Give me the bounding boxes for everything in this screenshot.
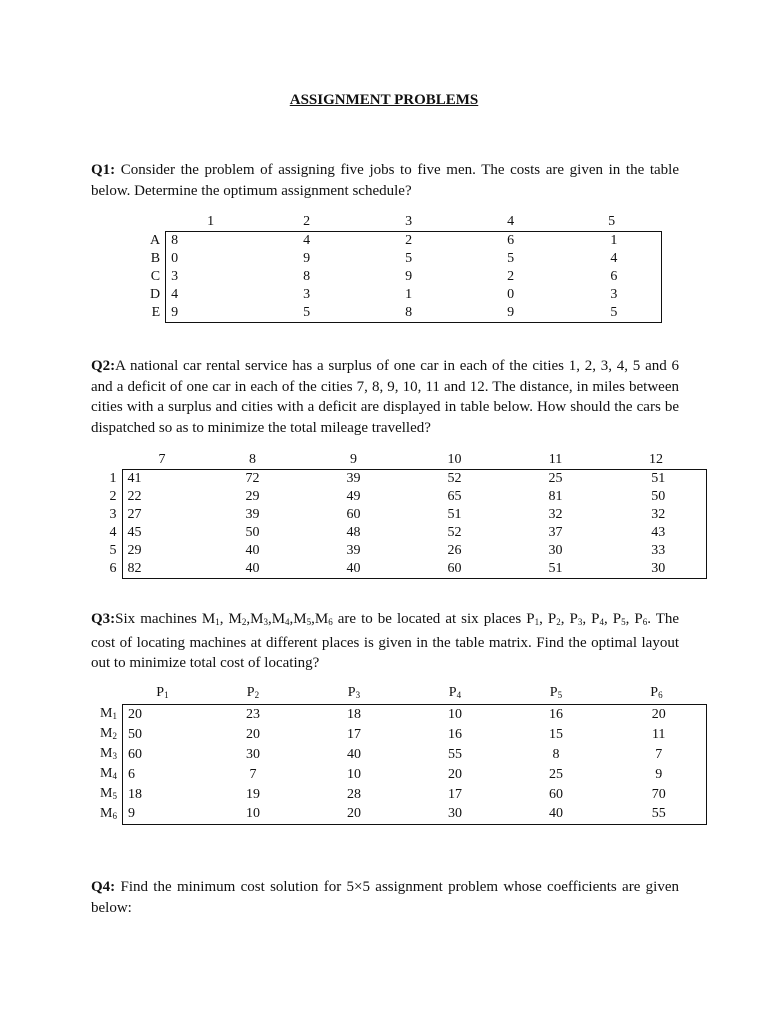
- table-cell: 15: [548, 726, 563, 742]
- row-label: 2: [109, 489, 117, 504]
- table-cell: 10: [404, 705, 505, 725]
- table-cell: 49: [346, 489, 361, 504]
- table-cell: 22: [122, 488, 202, 506]
- place-subscript: 4: [599, 617, 604, 627]
- corner-cell: [100, 684, 122, 705]
- table-cell: 72: [202, 470, 303, 489]
- table-cell: 40: [245, 543, 260, 558]
- page-title: ASSIGNMENT PROBLEMS: [289, 92, 479, 108]
- table-cell: 60: [346, 507, 361, 522]
- table-cell: 5: [507, 251, 515, 266]
- table-cell: 3: [166, 268, 256, 286]
- row-label: B: [150, 251, 161, 266]
- table-cell: 9: [122, 805, 202, 825]
- table-cell: 9: [405, 269, 413, 284]
- label-subscript: 2: [254, 690, 260, 700]
- table-cell: 20: [606, 705, 706, 725]
- table-cell: 30: [606, 560, 706, 579]
- table-row: [100, 745, 706, 765]
- table-cell: 40: [505, 805, 606, 825]
- table-cell: 45: [122, 524, 202, 542]
- table-row: [100, 705, 706, 725]
- table-cell: 4: [562, 250, 662, 268]
- table-cell: 2: [358, 232, 460, 251]
- row-label: [100, 745, 122, 765]
- row-label: 1: [109, 470, 117, 486]
- column-header: [404, 684, 505, 705]
- table-cell: 20: [447, 766, 462, 782]
- q4-paragraph: [91, 877, 679, 918]
- place-subscript: 1: [534, 617, 540, 627]
- table-cell: 8: [166, 232, 256, 251]
- header-row: [150, 213, 662, 232]
- place-subscript: 6: [642, 617, 648, 627]
- table-cell: 39: [346, 543, 361, 558]
- q1-paragraph: [91, 160, 679, 201]
- column-header: 11: [548, 452, 563, 467]
- q2-text: A national car rental service has a surplus of one car in each of the cities 1, 2, 3, 4, 5 and 6 and a deficit of one car in each of the cities 7, 8, 9, 10, 11 and 12. The distance, in miles between cities with a surplus and cities with a deficit are displayed in table below. How should the cars be dispatched so as to minimize the total mileage travelled?: [91, 358, 679, 436]
- table-cell: 7: [606, 745, 706, 765]
- table-cell: 30: [245, 746, 260, 762]
- label-subscript: 2: [112, 730, 117, 741]
- table-cell: 17: [346, 726, 361, 742]
- q3-place-list: $_1$, $P_2$, $P_3$, $P_4$, $P_5$, $P_6$: [534, 611, 648, 627]
- column-header: [122, 684, 202, 705]
- table-cell: 50: [245, 525, 260, 540]
- column-header: 7: [158, 452, 166, 467]
- table-cell: 29: [245, 489, 260, 504]
- q3-label: Q3:: [91, 611, 116, 627]
- table-cell: 43: [606, 524, 706, 542]
- table-cell: 4: [256, 232, 358, 251]
- label-subscript: 4: [112, 770, 117, 781]
- label-prefix: P: [156, 685, 165, 700]
- q3-paragraph: [91, 609, 679, 674]
- place-subscript: 3: [577, 617, 583, 627]
- table-cell: 4: [166, 286, 256, 304]
- table-cell: 30: [404, 805, 505, 825]
- table-cell: 40: [303, 560, 404, 579]
- table-cell: 40: [346, 746, 361, 762]
- machine-subscript: 1: [215, 617, 220, 627]
- table-cell: 55: [447, 746, 462, 762]
- table-row: [100, 524, 706, 542]
- table-cell: 50: [122, 725, 202, 745]
- q4-text: Find the minimum cost solution for 5×5 assignment problem whose coefficients are given below:: [91, 879, 679, 916]
- row-label: 6: [109, 561, 117, 577]
- table-row: [150, 304, 662, 323]
- label-prefix: P: [549, 685, 558, 700]
- table-cell: 16: [447, 726, 462, 742]
- table-cell: 20: [122, 705, 202, 725]
- row-label: [100, 805, 122, 825]
- table-cell: 52: [404, 470, 505, 489]
- column-header: 3: [405, 214, 413, 229]
- table-cell: 8: [303, 269, 311, 284]
- table-cell: 10: [346, 766, 361, 782]
- table-cell: 55: [606, 805, 706, 825]
- table-row: [100, 542, 706, 560]
- label-subscript: 5: [112, 790, 117, 801]
- machine-subscript: 4: [285, 617, 290, 627]
- label-prefix: M: [100, 805, 113, 821]
- table-row: [100, 765, 706, 785]
- table-cell: 48: [346, 525, 361, 540]
- label-subscript: 4: [456, 690, 462, 700]
- row-label: A: [150, 232, 161, 248]
- table-cell: 17: [447, 786, 462, 802]
- label-prefix: M: [100, 765, 113, 781]
- table-cell: 9: [166, 304, 256, 323]
- column-header: [606, 684, 706, 705]
- place-subscript: 5: [621, 617, 626, 627]
- table-cell: 37: [548, 525, 563, 540]
- table-cell: 65: [447, 489, 462, 504]
- table-cell: 1: [562, 232, 662, 251]
- table-cell: 6: [562, 268, 662, 286]
- table-cell: 25: [548, 766, 563, 782]
- table-cell: 52: [447, 525, 462, 540]
- row-label: [100, 785, 122, 805]
- header-row: [100, 684, 706, 705]
- column-header: [505, 684, 606, 705]
- label-subscript: 1: [112, 710, 117, 721]
- label-subscript: 3: [112, 750, 117, 761]
- q3-line1-b: are to be located at six places P: [332, 611, 535, 627]
- table-cell: 5: [562, 304, 662, 323]
- table-cell: 25: [505, 470, 606, 489]
- column-header: 2: [303, 214, 311, 229]
- label-prefix: M: [100, 745, 113, 761]
- row-label: [100, 725, 122, 745]
- table-cell: 40: [202, 560, 303, 579]
- table-cell: 81: [548, 489, 563, 504]
- header-row: [100, 451, 706, 470]
- table-cell: 41: [122, 470, 202, 489]
- row-label: E: [151, 305, 161, 321]
- table-cell: 60: [404, 560, 505, 579]
- column-header: 1: [207, 214, 215, 229]
- q3-location-cost-table: [100, 684, 707, 825]
- label-prefix: P: [246, 685, 255, 700]
- table-cell: 19: [245, 786, 260, 802]
- label-subscript: 6: [658, 690, 663, 700]
- q2-distance-table: [100, 451, 707, 579]
- table-cell: 20: [303, 805, 404, 825]
- machine-subscript: 3: [263, 617, 268, 627]
- table-cell: 32: [548, 507, 563, 522]
- table-row: [150, 268, 662, 286]
- q4-label: Q4:: [91, 879, 116, 895]
- q1-text: Consider the problem of assigning five jobs to five men. The costs are given in the table below. Determine the optimum assignment schedule?: [91, 162, 679, 199]
- table-cell: 27: [122, 506, 202, 524]
- table-cell: 6: [122, 765, 202, 785]
- q2-label: Q2:: [91, 358, 116, 374]
- table-cell: 33: [606, 542, 706, 560]
- table-cell: 50: [606, 488, 706, 506]
- table-cell: 9: [606, 765, 706, 785]
- table-cell: 7: [249, 766, 257, 782]
- table-cell: 10: [202, 805, 303, 825]
- table-row: [100, 488, 706, 506]
- column-header: 8: [249, 452, 256, 467]
- column-header: [303, 684, 404, 705]
- table-row: [150, 232, 662, 251]
- q3-line1-c: . The: [647, 611, 680, 627]
- q3-line2: cost of locating machines at different places is given in the table matrix. Find the optimal layout out to minimize total cost of locating?: [91, 634, 679, 671]
- table-cell: 60: [548, 786, 563, 802]
- row-label: 4: [109, 525, 117, 540]
- table-row: [100, 470, 706, 489]
- row-label: C: [150, 269, 161, 284]
- table-cell: 23: [202, 705, 303, 725]
- table-row: [100, 560, 706, 579]
- column-header: 5: [608, 214, 616, 229]
- table-cell: 8: [552, 746, 560, 762]
- table-cell: 51: [447, 507, 462, 522]
- label-subscript: 3: [355, 690, 361, 700]
- table-cell: 39: [245, 507, 260, 522]
- table-row: [100, 785, 706, 805]
- table-cell: 39: [303, 470, 404, 489]
- label-prefix: M: [100, 725, 113, 741]
- table-cell: 29: [122, 542, 202, 560]
- table-row: [150, 250, 662, 268]
- table-cell: 2: [507, 269, 515, 284]
- table-cell: 32: [606, 506, 706, 524]
- table-row: [100, 725, 706, 745]
- table-cell: 16: [505, 705, 606, 725]
- row-label: [100, 705, 122, 725]
- corner-cell: [150, 213, 166, 232]
- table-cell: 0: [507, 287, 515, 302]
- table-cell: 30: [548, 543, 563, 558]
- table-cell: 9: [460, 304, 562, 323]
- table-cell: 6: [460, 232, 562, 251]
- q3-line1-a: Six machines M: [115, 611, 216, 627]
- place-subscript: 2: [556, 617, 561, 627]
- table-cell: 70: [606, 785, 706, 805]
- table-cell: 11: [606, 725, 706, 745]
- machine-subscript: 5: [306, 617, 312, 627]
- column-header: 10: [447, 452, 462, 467]
- table-cell: 51: [606, 470, 706, 489]
- label-subscript: 6: [112, 810, 117, 821]
- table-cell: 1: [405, 287, 413, 302]
- table-cell: 26: [447, 543, 462, 558]
- row-label: [100, 765, 122, 785]
- q3-machine-list: $_1$, $M_2,M_3,M_4,M_5,M_6$: [215, 611, 333, 627]
- machine-subscript: 6: [328, 617, 333, 627]
- corner-cell: [100, 451, 122, 470]
- table-cell: 20: [245, 726, 260, 742]
- label-prefix: P: [650, 685, 659, 700]
- table-cell: 18: [122, 785, 202, 805]
- table-row: [100, 805, 706, 825]
- table-cell: 3: [562, 286, 662, 304]
- row-label: 5: [109, 543, 117, 558]
- table-cell: 8: [358, 304, 460, 323]
- label-subscript: 5: [557, 690, 563, 700]
- label-prefix: M: [100, 785, 113, 801]
- table-cell: 3: [303, 287, 311, 302]
- table-cell: 5: [256, 304, 358, 323]
- label-prefix: P: [347, 685, 356, 700]
- column-header: 4: [507, 214, 515, 229]
- label-prefix: P: [448, 685, 457, 700]
- column-header: [202, 684, 303, 705]
- column-header: 9: [350, 452, 357, 467]
- table-cell: 82: [122, 560, 202, 579]
- table-cell: 0: [166, 250, 256, 268]
- table-cell: 60: [122, 745, 202, 765]
- row-label: D: [150, 287, 161, 302]
- q2-paragraph: [91, 356, 679, 438]
- column-header: 12: [649, 452, 663, 467]
- table-cell: 18: [303, 705, 404, 725]
- table-cell: 51: [505, 560, 606, 579]
- table-row: [100, 506, 706, 524]
- q1-label: Q1:: [91, 162, 116, 178]
- row-label: 3: [109, 507, 117, 522]
- table-cell: 28: [346, 786, 361, 802]
- label-subscript: 1: [164, 690, 169, 700]
- label-prefix: M: [100, 705, 113, 721]
- table-cell: 9: [303, 251, 311, 266]
- table-cell: 5: [405, 251, 413, 266]
- q1-cost-table: [150, 213, 662, 323]
- table-row: [150, 286, 662, 304]
- machine-subscript: 2: [241, 617, 247, 627]
